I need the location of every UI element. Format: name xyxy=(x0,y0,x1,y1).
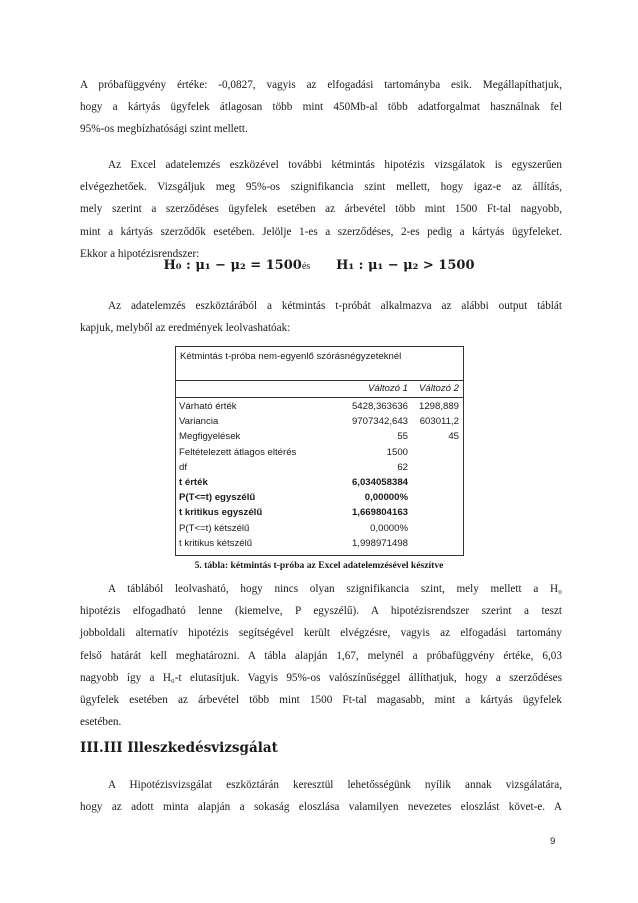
table-row xyxy=(179,490,459,505)
row-label: df xyxy=(179,461,188,473)
paragraph-1 xyxy=(80,74,562,141)
text-line: A próbafüggvény értéke: -0,0827, vagyis az elfogadási tartományba esik. Megállapíthatjuk, xyxy=(80,79,562,91)
table-row xyxy=(179,536,459,551)
table-row xyxy=(179,521,459,536)
section-heading: III.III Illeszkedésvizsgálat xyxy=(80,740,278,756)
row-label: t kritikus kétszélű xyxy=(179,537,253,549)
text-line: hipotézis elfogadható lenne (kiemelve, P egyszélű). A hipotézisrendszer szerint a teszt xyxy=(80,605,562,618)
value-variable-1: 6,034058384 xyxy=(351,477,408,488)
text-line: nagyobb így a H₀-t elutasítjuk. Vagyis 95%-os valószínűséggel állíthatjuk, hogy a szerződéses xyxy=(80,671,562,684)
row-label: Megfigyelések xyxy=(179,431,241,443)
table-row xyxy=(179,445,459,460)
row-label: Várható érték xyxy=(179,401,237,412)
paragraph-4 xyxy=(80,578,562,733)
row-label: Variancia xyxy=(179,416,219,428)
value-variable-2: 45 xyxy=(448,431,459,443)
text-line: ügyfelek esetében az árbevétel több mint 1500 Ft-tal magasabb, mint a kártyás ügyfelek xyxy=(80,693,562,706)
value-variable-2: 1298,889 xyxy=(418,401,459,412)
row-label: t érték xyxy=(179,477,208,488)
value-variable-1: 0,0000% xyxy=(370,522,408,534)
text-line: jobboldali alternatív hipotézis segítségével került elvégzésre, vagyis az elfogadási tartomány xyxy=(80,627,562,640)
value-variable-1: 9707342,643 xyxy=(351,416,408,428)
hypothesis-formula xyxy=(0,258,638,273)
value-variable-1: 1,998971498 xyxy=(351,537,408,549)
value-variable-1: 62 xyxy=(397,461,408,473)
text-line: Az Excel adatelemzés eszközével további kétmintás hipotézis vizsgálatok is egyszerűen xyxy=(108,159,562,171)
text-line: felső határát kell meghatározni. A tábla alapján 1,67, melynél a próbafüggvény értéke, 6,03 xyxy=(80,649,562,662)
text-line: A Hipotézisvizsgálat eszköztárán keresztül lehetősségünk nyílik annak vizsgálatára, xyxy=(108,779,562,791)
alternative-hypothesis: H₁ : μ₁ − μ₂ > 1500 xyxy=(336,258,475,273)
value-variable-1: 1,669804163 xyxy=(351,507,408,519)
table-header-divider xyxy=(176,397,463,398)
paragraph-3 xyxy=(80,295,562,339)
text-line: kapjuk, melyből az eredmények leolvashatóak: xyxy=(80,322,291,335)
text-line: esetében. xyxy=(80,716,122,729)
row-label: P(T<=t) egyszélű xyxy=(179,492,256,504)
formula-connector: és xyxy=(301,261,311,272)
row-label: P(T<=t) kétszélű xyxy=(179,522,250,534)
t-test-output-table xyxy=(175,346,464,556)
table-row xyxy=(179,414,459,429)
text-line: mely szerint a szerződéses ügyfelek esetében az árbevétel több mint 1500 Ft-tal nagyobb, xyxy=(80,203,562,216)
table-row xyxy=(179,460,459,475)
value-variable-1: 1500 xyxy=(386,446,408,458)
text-line: mint a kártyás szerződők esetében. Jelölje 1-es a szerződéses, 2-es pedig a kártyás ügyfeleket. xyxy=(80,225,562,238)
table-row xyxy=(179,399,459,414)
table-row xyxy=(179,475,459,490)
text-line: Az adatelemzés eszköztárából a kétmintás t-próbát alkalmazva az alábbi output táblát xyxy=(108,300,562,312)
text-line: elvégezhetőek. Vizsgáljuk meg 95%-os szignifikancia szint mellett, hogy igaz-e az állítás, xyxy=(80,181,562,194)
text-line: Ekkor a hipotézisrendszer: xyxy=(80,247,200,260)
row-label: t kritikus egyszélű xyxy=(179,507,263,519)
text-line: hogy az adott minta alapján a sokaság eloszlása valamilyen nevezetes eloszlást követ-e. A xyxy=(80,801,562,814)
paragraph-5 xyxy=(80,774,562,818)
column-header-variable-2: Változó 2 xyxy=(418,383,459,394)
value-variable-1: 0,00000% xyxy=(364,492,408,504)
text-line: 95%-os megbízhatósági szint mellett. xyxy=(80,123,248,136)
value-variable-2: 603011,2 xyxy=(419,416,459,428)
table-row xyxy=(179,505,459,520)
table-caption: 5. tábla: kétmintás t-próba az Excel adatelemzésével készítve xyxy=(194,560,444,571)
table-title: Kétmintás t-próba nem-egyenlő szórásnégyzeteknél xyxy=(180,351,402,362)
null-hypothesis: H₀ : μ₁ − μ₂ = 1500 xyxy=(163,258,302,273)
text-line: A táblából leolvasható, hogy nincs olyan szignifikancia szint, mely mellett a H₀ xyxy=(108,583,562,595)
table-row xyxy=(179,429,459,444)
page-number: 9 xyxy=(550,836,556,847)
column-header-variable-1: Változó 1 xyxy=(367,383,408,394)
text-line: hogy a kártyás ügyfelek átlagosan több mint 450Mb-al több adatforgalmat használnak fel xyxy=(80,101,562,114)
row-label: Feltételezett átlagos eltérés xyxy=(179,446,297,458)
table-header-row xyxy=(179,381,459,396)
paragraph-2 xyxy=(80,154,562,265)
value-variable-1: 55 xyxy=(397,431,408,443)
value-variable-1: 5428,363636 xyxy=(351,401,408,412)
